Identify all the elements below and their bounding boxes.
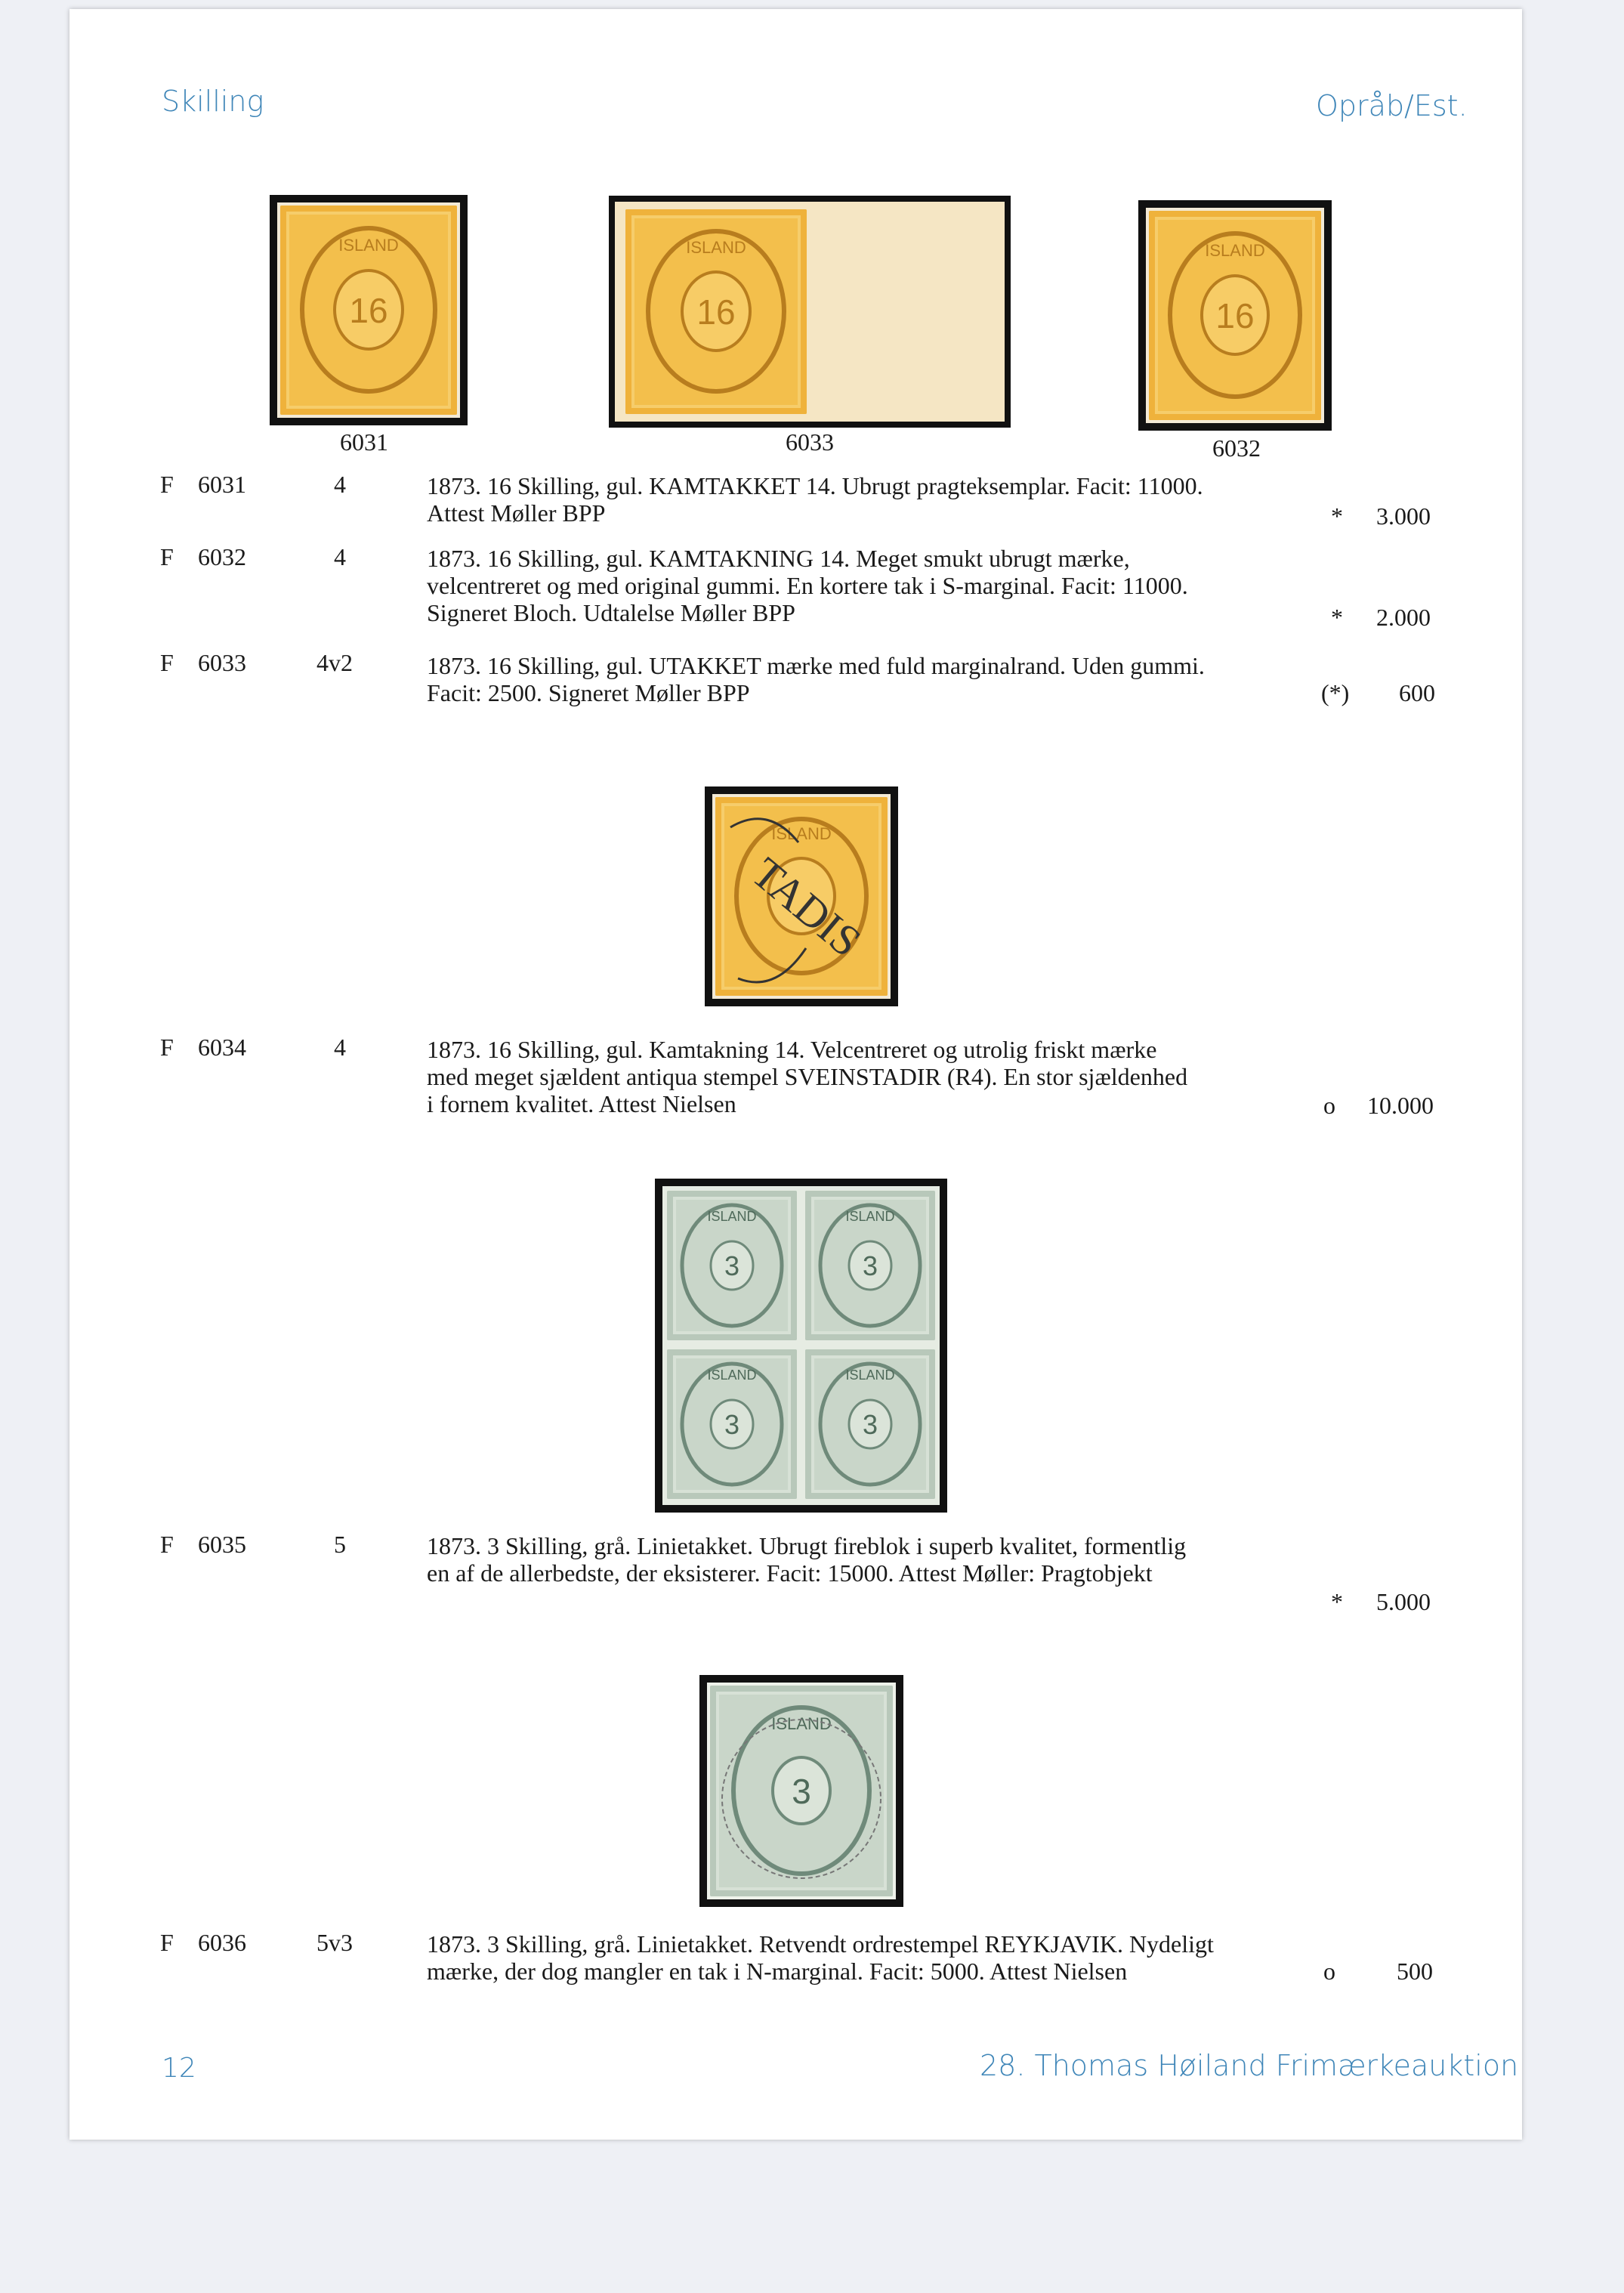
stamp-image-6036 xyxy=(699,1675,903,1907)
lot-condition: o xyxy=(1323,1958,1335,1985)
lot-number: 6035 xyxy=(198,1531,246,1558)
catalogue-page xyxy=(69,9,1522,2140)
lot-description-line: Attest Møller BPP xyxy=(427,499,606,527)
stamp-image-6031 xyxy=(270,195,468,425)
lot-description-line: Signeret Bloch. Udtalelse Møller BPP xyxy=(427,599,795,626)
caption-6031: 6031 xyxy=(340,428,388,456)
lot-description-line: 1873. 3 Skilling, grå. Linietakket. Ubrugt fireblok i superb kvalitet, formentlig xyxy=(427,1532,1187,1559)
stamp-image-6033 xyxy=(609,196,1011,428)
lot-condition: * xyxy=(1331,502,1343,530)
lot-number: 6033 xyxy=(198,649,246,676)
lot-number: 6036 xyxy=(198,1929,246,1956)
stamp-country-text: ISLAND xyxy=(338,236,399,255)
stamp-country-text: ISLAND xyxy=(845,1367,895,1383)
lot-description-line: Facit: 2500. Signeret Møller BPP xyxy=(427,679,750,706)
lot-catalogue-number: 4 xyxy=(334,471,346,498)
lot-condition: * xyxy=(1331,1588,1343,1615)
lot-prefix: F xyxy=(160,649,174,676)
lot-number: 6034 xyxy=(198,1034,246,1061)
lot-price: 5.000 xyxy=(1376,1588,1431,1615)
lot-price: 3.000 xyxy=(1376,502,1431,530)
stamp-value-text: 16 xyxy=(349,291,388,330)
lot-price: 10.000 xyxy=(1367,1092,1434,1119)
stamp-value-text: 3 xyxy=(862,1250,878,1281)
lot-description-line: 1873. 16 Skilling, gul. Kamtakning 14. Velcentreret og utrolig friskt mærke xyxy=(427,1036,1157,1063)
stamp-country-text: ISLAND xyxy=(771,824,832,843)
footer-title: 28. Thomas Høiland Frimærkeauktion xyxy=(980,2049,1519,2082)
stamp-country-text: ISLAND xyxy=(686,238,746,257)
svg-text:TADIS: TADIS xyxy=(743,848,871,966)
lot-prefix: F xyxy=(160,1531,174,1558)
caption-6032: 6032 xyxy=(1212,434,1261,462)
stamp-country-text: ISLAND xyxy=(707,1367,757,1383)
stamp-image-6035 xyxy=(655,1179,947,1513)
lot-description-line: i fornem kvalitet. Attest Nielsen xyxy=(427,1090,736,1117)
lot-prefix: F xyxy=(160,471,174,498)
lot-description-line: 1873. 3 Skilling, grå. Linietakket. Retvendt ordrestempel REYKJAVIK. Nydeligt xyxy=(427,1930,1214,1958)
lot-catalogue-number: 4v2 xyxy=(316,649,353,676)
column-header: Opråb/Est. xyxy=(1316,89,1468,122)
lot-prefix: F xyxy=(160,543,174,570)
stamp-value-text: 3 xyxy=(724,1250,740,1281)
stamp-value-text: 16 xyxy=(1215,296,1255,335)
lot-number: 6031 xyxy=(198,471,246,498)
lot-price: 600 xyxy=(1399,679,1435,706)
stamp-value-text: 3 xyxy=(724,1409,740,1440)
lot-condition: (*) xyxy=(1321,679,1350,706)
lot-description-line: en af de allerbedste, der eksisterer. Facit: 15000. Attest Møller: Pragtobjekt xyxy=(427,1559,1153,1587)
lot-description-line: 1873. 16 Skilling, gul. KAMTAKNING 14. Meget smukt ubrugt mærke, xyxy=(427,545,1130,572)
page-number: 12 xyxy=(162,2053,196,2084)
stamp-value-text: 16 xyxy=(696,292,736,332)
lot-prefix: F xyxy=(160,1034,174,1061)
lot-number: 6032 xyxy=(198,543,246,570)
lot-description-line: mærke, der dog mangler en tak i N-marginal. Facit: 5000. Attest Nielsen xyxy=(427,1958,1128,1985)
lot-description-line: med meget sjældent antiqua stempel SVEINSTADIR (R4). En stor sjældenhed xyxy=(427,1063,1188,1090)
lot-price: 500 xyxy=(1397,1958,1433,1985)
lot-catalogue-number: 4 xyxy=(334,543,346,570)
stamp-country-text: ISLAND xyxy=(771,1714,832,1733)
stamp-country-text: ISLAND xyxy=(707,1209,757,1224)
lot-catalogue-number: 5 xyxy=(334,1531,346,1558)
caption-6033: 6033 xyxy=(786,428,834,456)
stamp-image-6032 xyxy=(1138,200,1332,431)
lot-description-line: 1873. 16 Skilling, gul. UTAKKET mærke med fuld marginalrand. Uden gummi. xyxy=(427,652,1205,679)
lot-prefix: F xyxy=(160,1929,174,1956)
lot-catalogue-number: 4 xyxy=(334,1034,346,1061)
lot-description-line: 1873. 16 Skilling, gul. KAMTAKKET 14. Ubrugt pragteksemplar. Facit: 11000. xyxy=(427,472,1203,499)
stamp-country-text: ISLAND xyxy=(845,1209,895,1224)
stamp-image-6034 xyxy=(705,786,898,1006)
stamp-value-text: 3 xyxy=(862,1409,878,1440)
lot-catalogue-number: 5v3 xyxy=(316,1929,353,1956)
lot-description-line: velcentreret og med original gummi. En kortere tak i S-marginal. Facit: 11000. xyxy=(427,572,1188,599)
stamp-value-text: 3 xyxy=(792,1772,811,1811)
lot-condition: o xyxy=(1323,1092,1335,1119)
lot-price: 2.000 xyxy=(1376,604,1431,631)
stamp-country-text: ISLAND xyxy=(1205,241,1265,260)
section-header: Skilling xyxy=(162,85,264,118)
lot-condition: * xyxy=(1331,604,1343,631)
